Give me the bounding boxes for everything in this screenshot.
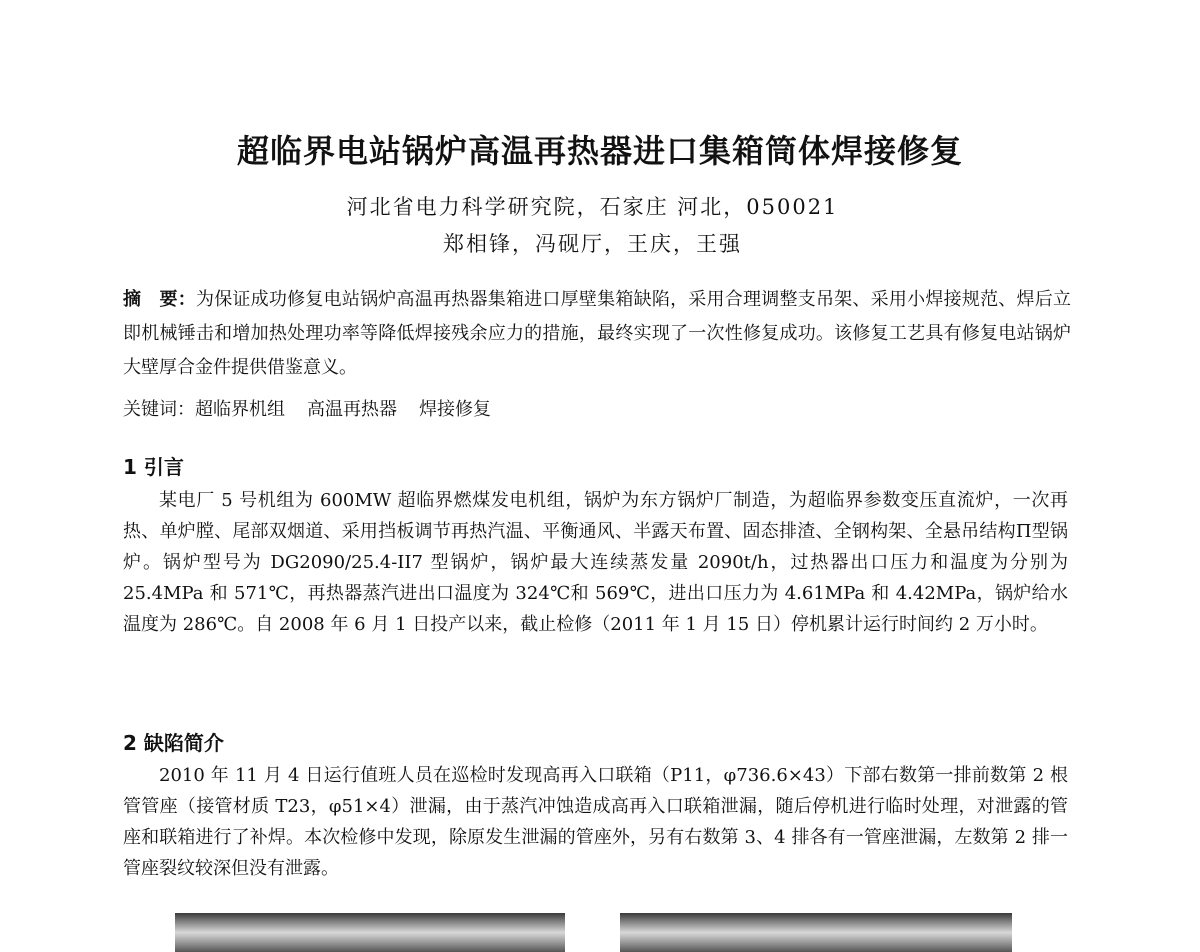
section-heading-defect: 2 缺陷简介 xyxy=(123,731,224,755)
section-body-defect: 2010 年 11 月 4 日运行值班人员在巡检时发现高再入口联箱（P11，φ736.6×43）下部右数第一排前数第 2 根管管座（接管材质 T23，φ51×4）泄漏，由于蒸汽冲蚀造成高再入口联箱泄漏，随后停机进行临时处理，对泄露的管座和联箱进行了补焊。本次检修中发现，除原发生泄漏的管座外，另有右数第 3、4 排各有一管座泄漏，左数第 2 排一管座裂纹较深但没有泄露。 xyxy=(123,765,1068,879)
abstract-text: 为保证成功修复电站锅炉高温再热器集箱进口厚壁集箱缺陷，采用合理调整支吊架、采用小焊接规范、焊后立即机械锤击和增加热处理功率等降低焊接残余应力的措施，最终实现了一次性修复成功。该修复工艺具有修复电站锅炉大壁厚合金件提供借鉴意义。 xyxy=(123,289,1072,378)
keywords xyxy=(123,396,1071,424)
keyword: 焊接修复 xyxy=(419,399,491,420)
affiliation: 河北省电力科学研究院，石家庄 河北，050021 xyxy=(346,195,839,219)
keywords-label: 关键词： xyxy=(123,399,195,420)
section-body-introduction: 某电厂 5 号机组为 600MW 超临界燃煤发电机组，锅炉为东方锅炉厂制造，为超临界参数变压直流炉，一次再热、单炉膛、尾部双烟道、采用挡板调节再热汽温、平衡通风、半露天布置、固态排渣、全钢构架、全悬吊结构Π型锅炉。锅炉型号为 DG2090/25.4-II7 型锅炉，锅炉最大连续蒸发量 2090t/h，过热器出口压力和温度为分别为 25.4MPa 和 571℃，再热器蒸汽进出口温度为 324℃和 569℃，进出口压力为 4.61MPa 和 4.42MPa，锅炉给水温度为 286℃。自 2008 年 6 月 1 日投产以来，截止检修（2011 年 1 月 15 日）停机累计运行时间约 2 万小时。 xyxy=(123,490,1068,635)
section-heading-introduction: 1 引言 xyxy=(123,455,184,479)
paper-title: 超临界电站锅炉高温再热器进口集箱筒体焊接修复 xyxy=(236,132,963,170)
keyword: 超临界机组 xyxy=(195,399,285,420)
author-list: 郑相锋，冯砚厅，王庆，王强 xyxy=(443,232,742,256)
keyword: 高温再热器 xyxy=(307,399,397,420)
figure-photo-right xyxy=(620,913,1012,952)
figure-photo-left xyxy=(175,913,565,952)
abstract xyxy=(123,283,1071,385)
abstract-label: 摘 要： xyxy=(123,289,196,310)
